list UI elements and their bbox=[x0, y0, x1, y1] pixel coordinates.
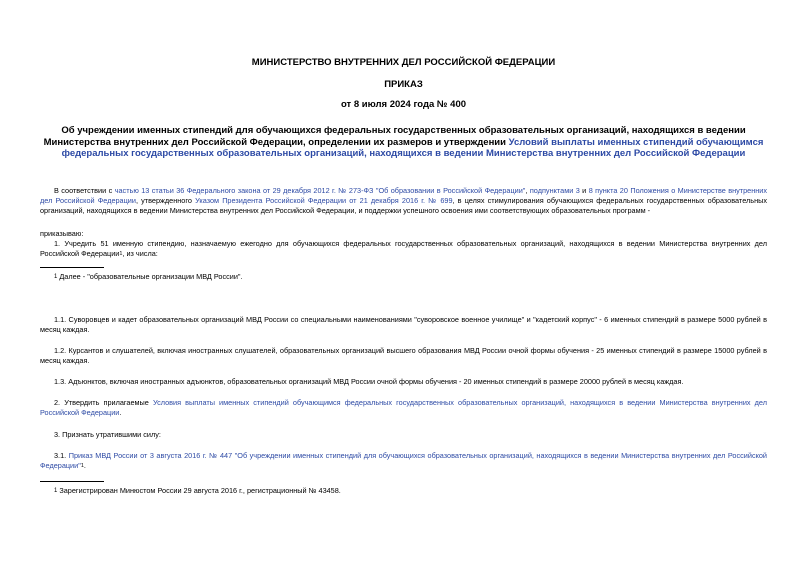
footnote-1-mark: 1 bbox=[54, 274, 58, 280]
law-273-link[interactable]: частью 13 статьи 36 Федерального закона от 29 декабря 2012 г. № 273-ФЗ "Об образовании в Российской Федерации" bbox=[114, 186, 526, 195]
footnote-1-text: Далее - "образовательные организации МВД России". bbox=[59, 272, 243, 281]
date-number-heading: от 8 июля 2024 года № 400 bbox=[340, 99, 467, 110]
item-1-1-paragraph: 1.1. Суворовцев и кадет образовательных организаций МВД России со специальными наименованиями "суворовское военное училище" и "кадетский корпус" - 6 именных стипендий в размере 5000 рублей в месяц каждая. bbox=[40, 315, 767, 334]
ministry-heading: МИНИСТЕРСТВО ВНУТРЕННИХ ДЕЛ РОССИЙСКОЙ ФЕДЕРАЦИИ bbox=[251, 57, 556, 68]
item-2-paragraph bbox=[40, 398, 767, 418]
preamble-text-3: и bbox=[579, 186, 589, 195]
footnote-ref-1[interactable]: 1 bbox=[119, 251, 123, 257]
item-3-1-paragraph bbox=[40, 451, 767, 471]
footnote-2-text: Зарегистрирован Минюстом России 29 августа 2016 г., регистрационный № 43458. bbox=[59, 486, 341, 495]
footnote-2 bbox=[54, 486, 341, 496]
regulation-link[interactable]: 8 пункта 20 Положения о Министерстве внутренних дел Российской Федерации bbox=[40, 186, 768, 205]
footnote-1 bbox=[54, 272, 243, 282]
footnote-separator-2 bbox=[40, 481, 104, 482]
item-1-tail: , из числа: bbox=[122, 249, 158, 258]
preamble-paragraph bbox=[40, 186, 767, 216]
doc-type-heading: ПРИКАЗ bbox=[384, 79, 423, 90]
subpoint-3-link[interactable]: подпунктами 3 bbox=[529, 186, 580, 195]
item-2-tail: . bbox=[119, 408, 122, 417]
item-2-text: 2. Утвердить прилагаемые bbox=[54, 398, 153, 407]
title-text: Об учреждении именных стипендий для обучающихся федеральных государственных образовательных организаций, находящихся в ведении Министерства внутренних дел Российской Федерации, определении их размеров и утверждении bbox=[43, 125, 746, 148]
item-3-1-tail: . bbox=[83, 461, 86, 470]
footnote-separator-1 bbox=[40, 267, 104, 268]
item-3-1-text: 3.1. bbox=[54, 451, 69, 460]
item-1-text: 1. Учредить 51 именную стипендию, назначаемую ежегодно для обучающихся федеральных государственных образовательных организаций, находящихся в ведении Министерства внутренних дел Российской Федерации bbox=[40, 239, 767, 258]
preamble-text-2: , bbox=[525, 186, 530, 195]
item-3-paragraph: 3. Признать утратившими силу: bbox=[54, 430, 161, 439]
order-447-link[interactable]: Приказ МВД России от 3 августа 2016 г. № 447 "Об учреждении именных стипендий для обучающихся образовательных организаций, находящихся в ведении Министерства внутренних дел Российской Федерации" bbox=[40, 451, 767, 470]
order-word: приказываю: bbox=[40, 229, 84, 238]
title-conditions-link[interactable]: Условий выплаты именных стипендий обучающимся федеральных государственных образовательных организаций, находящихся в ведении Министерства внутренних дел Российской Федерации bbox=[61, 136, 764, 159]
decree-699-link[interactable]: Указом Президента Российской Федерации от 21 декабря 2016 г. № 699 bbox=[195, 196, 453, 205]
conditions-link[interactable]: Условия выплаты именных стипендий обучающимся федеральных государственных образовательных организаций, находящихся в ведении Министерства внутренних дел Российской Федерации bbox=[40, 398, 767, 417]
item-1-3-paragraph: 1.3. Адъюнктов, включая иностранных адъюнктов, образовательных организаций МВД России очной формы обучения - 20 именных стипендий в размере 20000 рублей в месяц каждая. bbox=[54, 377, 684, 386]
footnote-ref-2[interactable]: 1 bbox=[80, 463, 84, 469]
preamble-text-5: , в целях стимулирования обучающихся федеральных государственных образовательных организаций, находящихся в ведении Министерства внутренних дел Российской Федерации, и поддержки успешного освоения ими соответствующих образовательных программ - bbox=[40, 196, 767, 215]
item-1-2-paragraph: 1.2. Курсантов и слушателей, включая иностранных слушателей, образовательных организаций высшего образования МВД России очной формы обучения - 25 именных стипендий в размере 15000 рублей в месяц каждая. bbox=[40, 346, 767, 365]
preamble-text-4: , утвержденного bbox=[135, 196, 196, 205]
document-title bbox=[40, 125, 767, 160]
preamble-text-1: В соответствии с bbox=[54, 186, 115, 195]
footnote-2-mark: 1 bbox=[54, 488, 58, 494]
item-1-paragraph bbox=[40, 239, 767, 259]
